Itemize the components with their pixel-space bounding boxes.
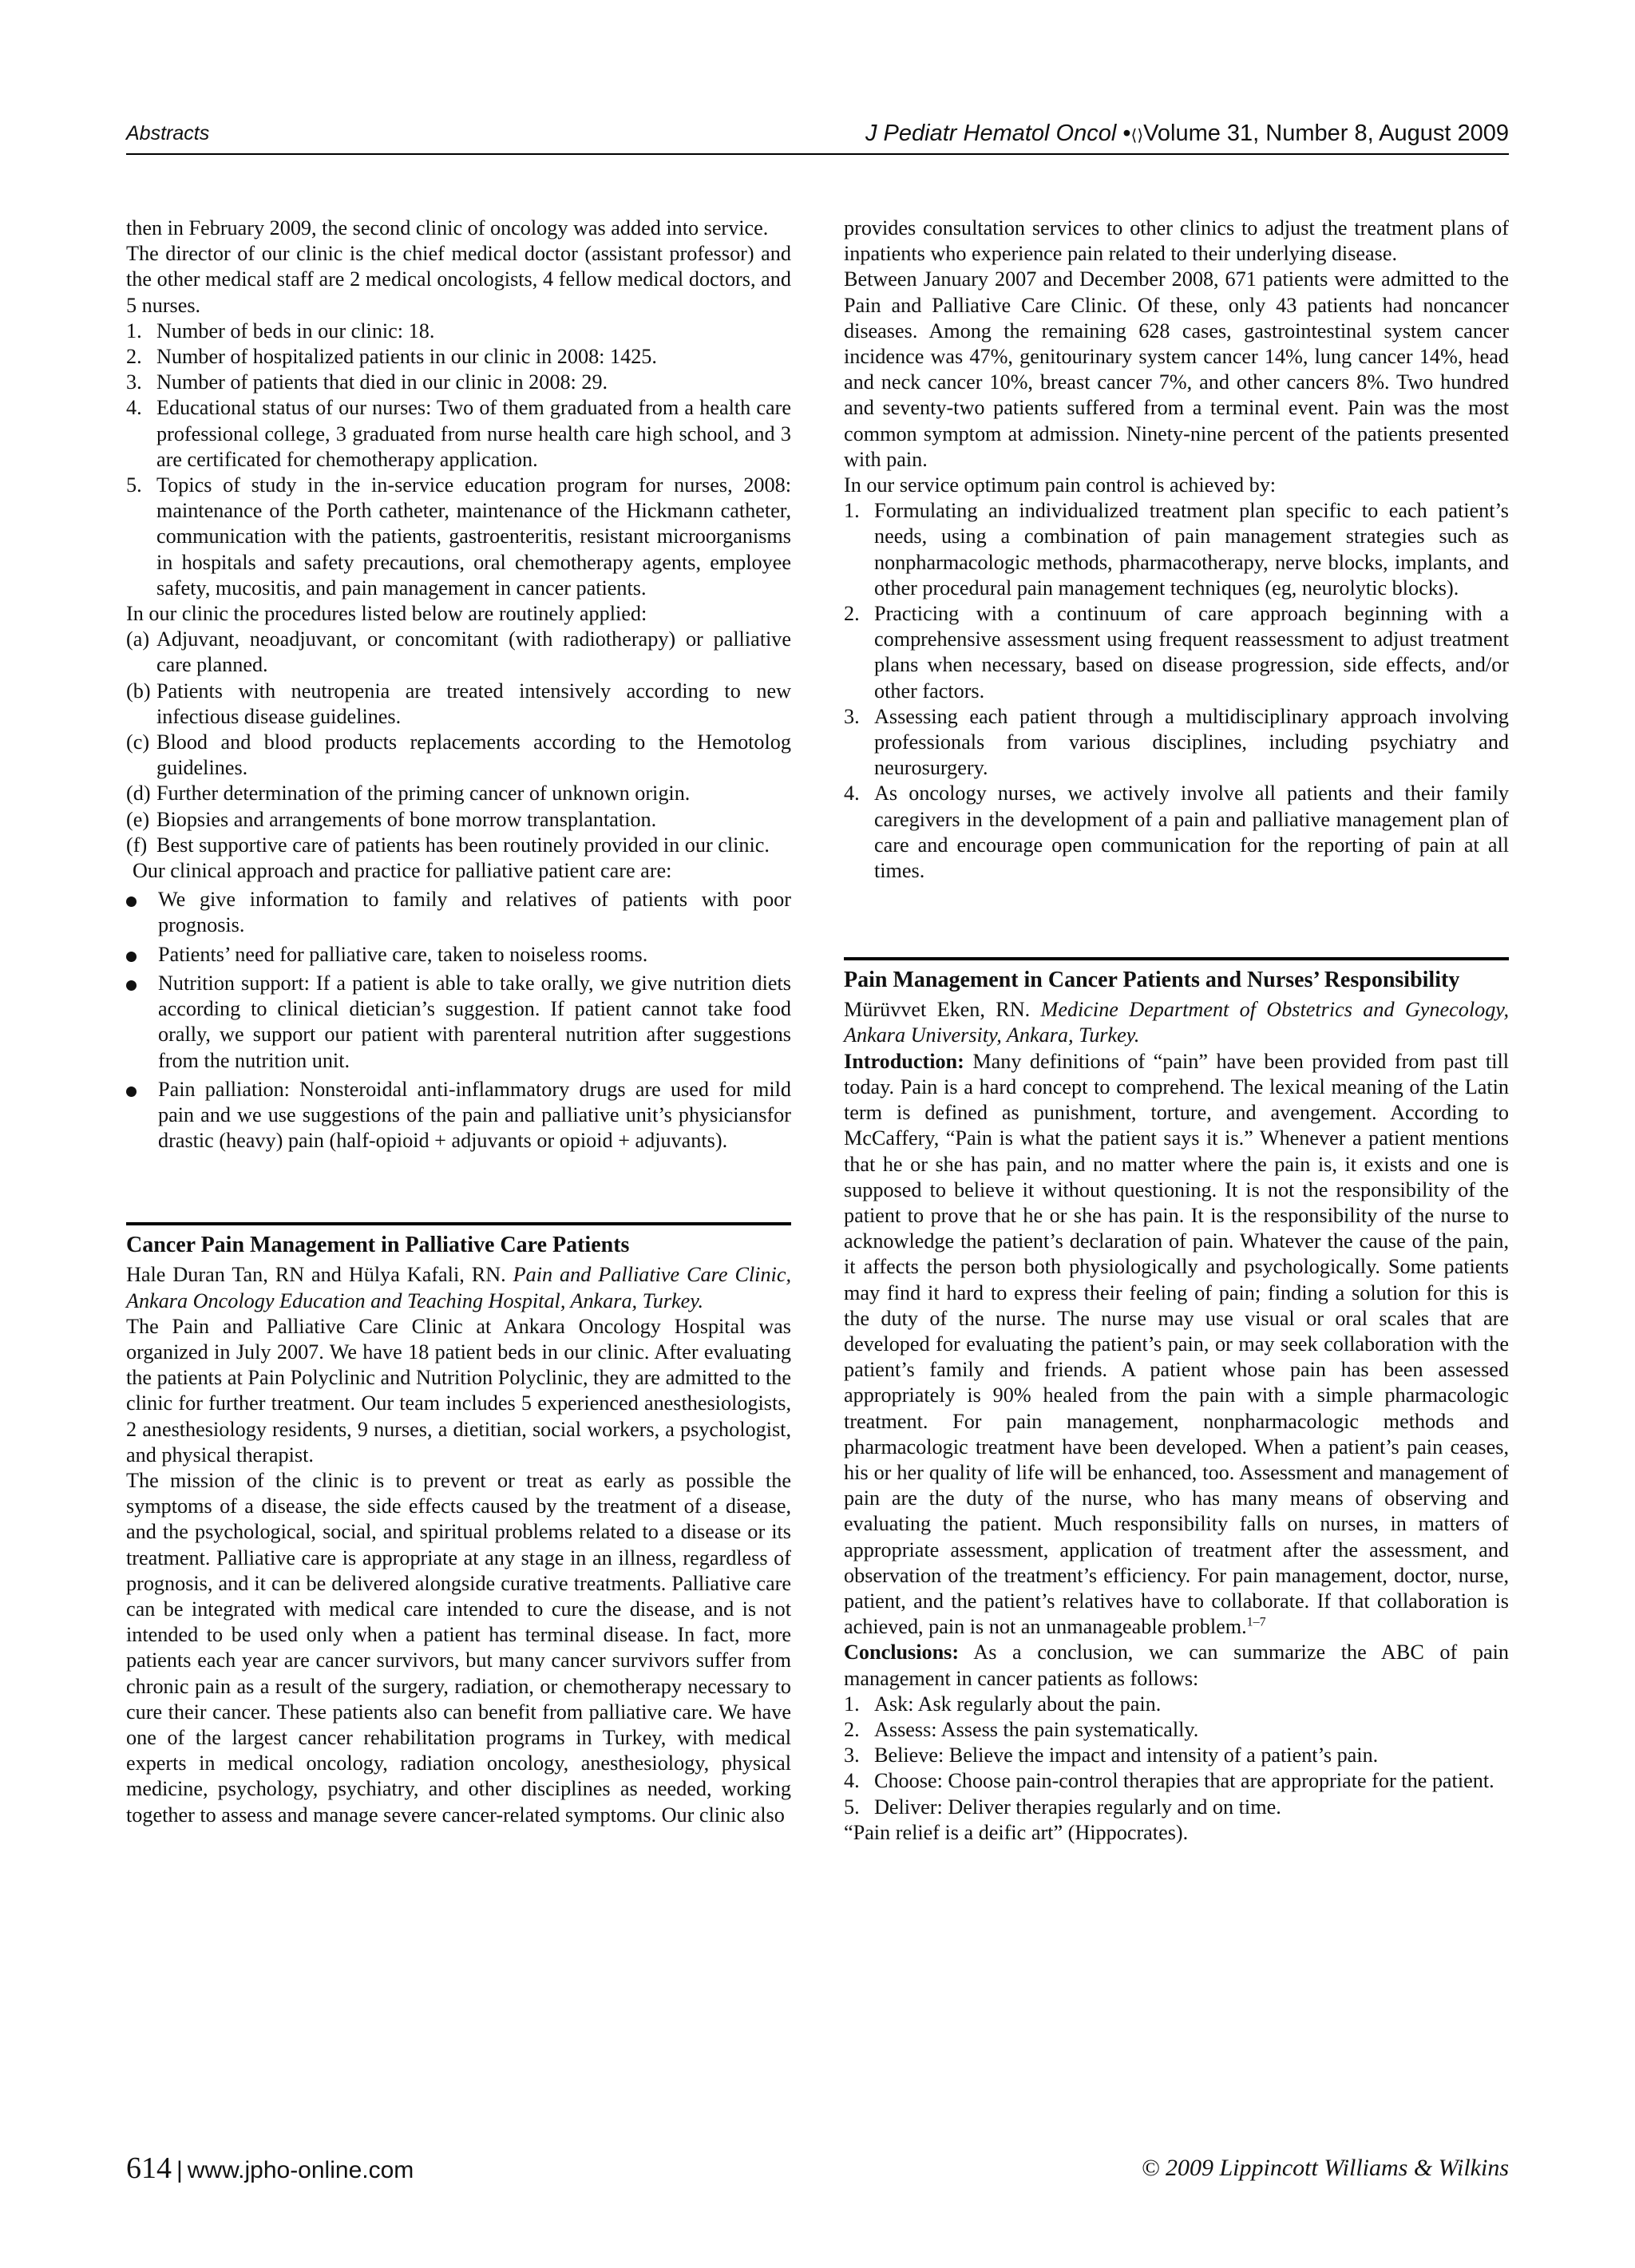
bullet-icon: [126, 1087, 137, 1097]
bullet-icon: [126, 897, 137, 907]
header-arrow: ⟨⟩: [1130, 127, 1144, 144]
pain-control-list: [844, 498, 1509, 884]
page-footer-left: [126, 2151, 414, 2186]
list-item: 5. Deliver: Deliver therapies regularly and on time.: [844, 1795, 1281, 1819]
list-item: (f) Best supportive care of patients has been routinely provided in our clinic.: [126, 833, 770, 857]
running-head-section: Abstracts: [126, 122, 210, 144]
page-number: 614: [126, 2151, 172, 2185]
continuation-paragraph: provides consultation services to other clinics to adjust the treatment plans of inpatients who experience pain related to their underlying disease.: [844, 216, 1509, 266]
continuation-paragraph: Between January 2007 and December 2008, 671 patients were admitted to the Pain and Palliative Care Clinic. Of these, only 43 patients had noncancer diseases. Among the remaining 628 cases, gastrointestinal system cancer incidence was 47%, genitourinary system cancer 14%, lung cancer 14%, head and neck cancer 10%, breast cancer 7%, and other cancers 8%. Two hundred and seventy-two patients suffered from a terminal event. Pain was the most common symptom at admission. Ninety-nine percent of the patients presented with pain.: [844, 267, 1509, 471]
introduction-label: Introduction:: [844, 1049, 964, 1073]
journal-volume: Volume 31, Number 8, August 2009: [1143, 121, 1509, 146]
abc-list: [844, 1692, 1509, 1820]
approach-bullets: [126, 887, 791, 1154]
footer-separator: |: [176, 2157, 183, 2183]
list-item: We give information to family and relatives of patients with poor prognosis.: [126, 887, 791, 938]
list-item: (b) Patients with neutropenia are treated intensively according to new infectious disease guidelines.: [126, 679, 791, 728]
list-item: 5. Topics of study in the in-service education program for nurses, 2008: maintenance of the Porth catheter, maintenance of the Hickmann catheter, communication with the patients, gastroenteritis, resistant microorganisms in hospitals and safety precautions, oral chemotherapy agents, employee safety, mucositis, and pain management in cancer patients.: [126, 473, 791, 600]
list-item: 1. Ask: Ask regularly about the pain.: [844, 1692, 1162, 1716]
abstract-authors: Mürüvvet Eken, RN. Medicine Department of Obstetrics and Gynecology, Ankara University, Ankara, Turkey.: [844, 998, 1510, 1047]
list-item: 2. Number of hospitalized patients in our clinic in 2008: 1425.: [126, 345, 657, 369]
list-item: (e) Biopsies and arrangements of bone morrow transplantation.: [126, 807, 657, 831]
abstract-authors: Hale Duran Tan, RN and Hülya Kafali, RN. Pain and Palliative Care Clinic, Ankara Oncology Education and Teaching Hospital, Ankara, Turkey.: [126, 1263, 792, 1312]
header-rule: [126, 153, 1509, 155]
intro-paragraph: then in February 2009, the second clinic of oncology was added into service.: [126, 216, 769, 239]
bullet-icon: [126, 952, 137, 962]
section-rule: [844, 957, 1509, 960]
abstract-paragraph: The Pain and Palliative Care Clinic at Ankara Oncology Hospital was organized in July 2007. We have 18 patient beds in our clinic. After evaluating the patients at Pain Polyclinic and Nutrition Polyclinic, they are admitted to the clinic for further treatment. Our team includes 5 experienced anesthesiologists, 2 anesthesiology residents, 9 nurses, a dietitian, social workers, a psychologist, and physical therapist.: [126, 1314, 791, 1466]
reference-superscript: 1–7: [1246, 1615, 1266, 1629]
running-head-journal: [865, 121, 1509, 147]
list-item: (a) Adjuvant, neoadjuvant, or concomitant (with radiotherapy) or palliative care planned.: [126, 627, 791, 677]
journal-name: J Pediatr Hematol Oncol: [865, 121, 1117, 146]
bullet-icon: [126, 980, 137, 991]
procedures-list: [126, 627, 791, 858]
list-item: 3. Believe: Believe the impact and intensity of a patient’s pain.: [844, 1744, 1379, 1767]
left-column: [126, 216, 791, 1828]
list-item: 2. Assess: Assess the pain systematically.: [844, 1717, 1199, 1741]
abstract-title: Cancer Pain Management in Palliative Care Patients: [126, 1233, 630, 1258]
clinic-facts-list: [126, 319, 791, 601]
list-item: Patients’ need for palliative care, taken to noiseless rooms.: [126, 942, 791, 968]
list-item: 2. Practicing with a continuum of care approach beginning with a comprehensive assessment using frequent reassessment to adjust treatment plans when necessary, based on disease progression, side effects, and/or other factors.: [844, 602, 1509, 703]
closing-quote: “Pain relief is a deific art” (Hippocrates).: [844, 1820, 1189, 1844]
abstract-paragraph: The mission of the clinic is to prevent or treat as early as possible the symptoms of a disease, the side effects caused by the treatment of a disease, and the psychological, social, and spiritual problems related to a disease or its treatment. Palliative care is appropriate at any stage in an illness, regardless of prognosis, and it can be delivered alongside curative treatments. Palliative care can be integrated with medical care intended to cure the disease, and is not intended to be used only when a patient has terminal disease. In fact, more patients each year are cancer survivors, but many cancer survivors suffer from chronic pain as a result of the surgery, radiation, or chemotherapy necessary to cure their cancer. These patients also can benefit from palliative care. We have one of the largest cancer rehabilitation programs in Turkey, with medical experts in medical oncology, radiation oncology, anesthesiology, physical medicine, psychology, psychiatry, and other disciplines as needed, working together to assess and manage severe cancer-related symptoms. Our clinic also: [126, 1468, 791, 1827]
list-item: 1. Number of beds in our clinic: 18.: [126, 319, 435, 342]
list-item: Pain palliation: Nonsteroidal anti-inflammatory drugs are used for mild pain and we use suggestions of the pain and palliative unit’s physiciansfor drastic (heavy) pain (half-opioid + adjuvants or opioid + adjuvants).: [126, 1077, 791, 1154]
abstract-title: Pain Management in Cancer Patients and Nurses’ Responsibility: [844, 968, 1460, 993]
copyright-notice: © 2009 Lippincott Williams & Wilkins: [1141, 2155, 1509, 2181]
list-item: (c) Blood and blood products replacements according to the Hemotolog guidelines.: [126, 730, 791, 780]
right-column: [844, 216, 1509, 1846]
list-item: Nutrition support: If a patient is able to take orally, we give nutrition diets according to clinical dietician’s suggestion. If patient cannot take food orally, we support our patient with parenteral nutrition after suggestions from the nutrition unit.: [126, 971, 791, 1074]
list-item: 4. Choose: Choose pain-control therapies that are appropriate for the patient.: [844, 1769, 1494, 1793]
introduction-paragraph: Introduction: Many definitions of “pain” have been provided from past till today. Pain is a hard concept to comprehend. The lexical meaning of the Latin term is defined as punishment, torture, and avengement. According to McCaffery, “Pain is what the patient says it is.” Whenever a patient mentions that he or she has pain, and no matter where the pain is, it exists and one is supposed to believe it without questioning. It is not the responsibility of the patient to prove that he or she has pain. It is the responsibility of the nurse to acknowledge the patient’s declaration of pain. Whatever the cause of the pain, it affects the person both physiologically and psychologically. Some patients may find it hard to express their feeling of pain; finding a solution for this is the duty of the nurse. The nurse may use visual or oral scales that are developed for evaluating the patient’s pain, or may seek collaboration with the patient’s family and friends. A patient whose pain has been assessed appropriately is 90% healed from the pain with a simple pharmacologic treatment. For pain management, nonpharmacologic methods and pharmacologic treatment have been developed. When a patient’s pain ceases, his or her quality of life will be enhanced, too. Assessment and management of pain are the duty of the nurse, who has many means of observing and evaluating the patient. Much responsibility falls on nurses, in matters of appropriate assessment, application of treatment after the assessment, and observation of the treatment’s efficiency. For pain management, doctor, nurse, patient, and the patient’s relatives have to collaborate. If that collaboration is achieved, pain is not an unmanageable problem.$^{1-7}$: [844, 1049, 1510, 1639]
list-item: 3. Assessing each patient through a multidisciplinary approach involving professionals from various disciplines, including psychiatry and neurosurgery.: [844, 704, 1509, 780]
list-item: 4. Educational status of our nurses: Two of them graduated from a health care professional college, 3 graduated from nurse health care high school, and 3 are certificated for chemotherapy application.: [126, 396, 791, 471]
conclusions-paragraph: Conclusions: As a conclusion, we can summarize the ABC of pain management in cancer patients as follows:: [844, 1641, 1509, 1690]
list-item: (d) Further determination of the priming cancer of unknown origin.: [126, 782, 691, 805]
intro-paragraph: The director of our clinic is the chief medical doctor (assistant professor) and the other medical staff are 2 medical oncologists, 4 fellow medical doctors, and 5 nurses.: [126, 242, 791, 317]
journal-url[interactable]: www.jpho-online.com: [187, 2157, 414, 2183]
author-affiliation: Medicine Department of Obstetrics and Gynecology, Ankara University, Ankara, Turkey.: [844, 998, 1510, 1047]
list-item: 1. Formulating an individualized treatment plan specific to each patient’s needs, using a combination of pain management strategies such as nonpharmacologic methods, pharmacotherapy, nerve blocks, implants, and other procedural pain management techniques (eg, neurolytic blocks).: [844, 499, 1509, 600]
continuation-paragraph: In our service optimum pain control is achieved by:: [844, 473, 1277, 497]
approach-intro: Our clinical approach and practice for palliative patient care are:: [133, 859, 672, 883]
author-affiliation: Pain and Palliative Care Clinic, Ankara Oncology Education and Teaching Hospital, Ankara, Turkey.: [126, 1263, 792, 1312]
section-rule: [126, 1222, 791, 1225]
list-item: 3. Number of patients that died in our clinic in 2008: 29.: [126, 370, 608, 394]
list-item: 4. As oncology nurses, we actively involve all patients and their family caregivers in the development of a pain and palliative management plan of care and encourage open communication for the reporting of pain at all times.: [844, 782, 1509, 883]
procedures-intro: In our clinic the procedures listed below are routinely applied:: [126, 602, 647, 626]
conclusions-label: Conclusions:: [844, 1641, 960, 1664]
header-bullet: •: [1122, 121, 1131, 146]
